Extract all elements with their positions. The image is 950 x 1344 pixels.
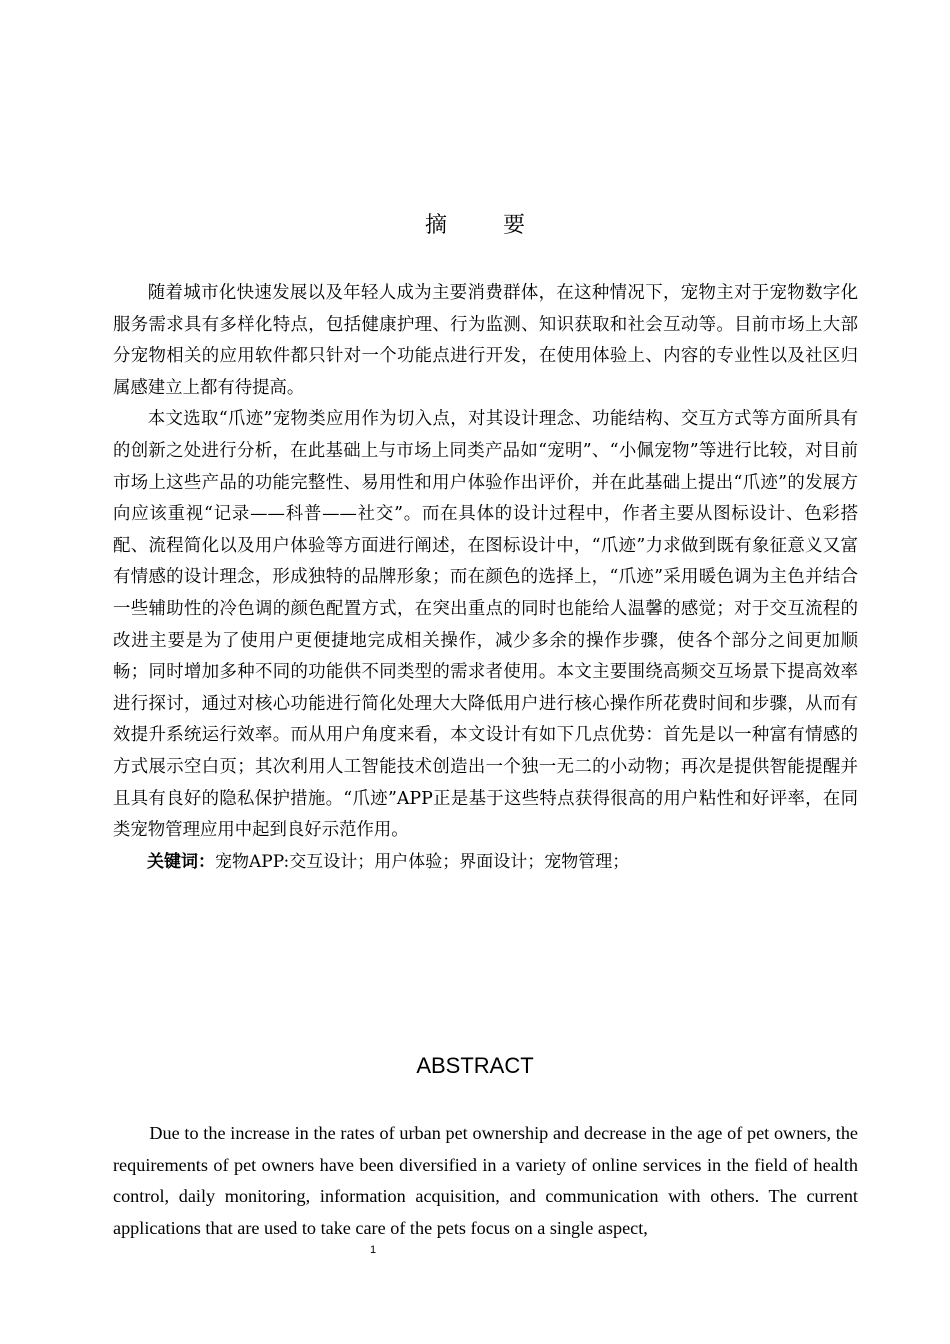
abstract-cn-title <box>0 208 950 239</box>
title-char-2: 要 <box>503 213 526 238</box>
keywords-label: 关键词： <box>147 851 215 872</box>
page-number: 1 <box>370 1244 377 1256</box>
abstract-cn-paragraph-2: 本文选取“爪迹”宠物类应用作为切入点，对其设计理念、功能结构、交互方式等方面所具有的创新之处进行分析，在此基础上与市场上同类产品如“宠明”、“小佩宠物”等进行比较，对目前市场上这些产品的功能完整性、易用性和用户体验作出评价，并在此基础上提出“爪迹”的发展方向应该重视“记录——科普——社交”。而在具体的设计过程中，作者主要从图标设计、色彩搭配、流程简化以及用户体验等方面进行阐述，在图标设计中，“爪迹”力求做到既有象征意义又富有情感的设计理念，形成独特的品牌形象；而在颜色的选择上，“爪迹”采用暖色调为主色并结合一些辅助性的冷色调的颜色配置方式，在突出重点的同时也能给人温馨的感觉；对于交互流程的改进主要是为了使用户更便捷地完成相关操作，减少多余的操作步骤，使各个部分之间更加顺畅；同时增加多种不同的功能供不同类型的需求者使用。本文主要围绕高频交互场景下提高效率进行探讨，通过对核心功能进行简化处理大大降低用户进行核心操作所花费时间和步骤，从而有效提升系统运行效率。而从用户角度来看，本文设计有如下几点优势：首先是以一种富有情感的方式展示空白页；其次利用人工智能技术创造出一个独一无二的小动物；再次是提供智能提醒并且具有良好的隐私保护措施。“爪迹”APP正是基于这些特点获得很高的用户粘性和好评率，在同类宠物管理应用中起到良好示范作用。 <box>113 409 858 841</box>
abstract-en-title: ABSTRACT <box>416 1053 534 1078</box>
keywords-text: 宠物APP:交互设计；用户体验；界面设计；宠物管理； <box>215 851 630 872</box>
title-char-1: 摘 <box>424 213 447 238</box>
abstract-en-paragraph: Due to the increase in the rates of urban pet ownership and decrease in the age of pet owners, the requirements of pet owners have been diversified in a variety of online services in the field of health control, daily monitoring, information acquisition, and communication with others. The current applications that are used to take care of the pets focus on a single aspect, <box>113 1123 858 1238</box>
keywords-line <box>113 847 858 879</box>
abstract-cn-body <box>113 278 858 878</box>
abstract-cn-paragraph-1: 随着城市化快速发展以及年轻人成为主要消费群体，在这种情况下，宠物主对于宠物数字化服务需求具有多样化特点，包括健康护理、行为监测、知识获取和社会互动等。目前市场上大部分宠物相关的应用软件都只针对一个功能点进行开发，在使用体验上、内容的专业性以及社区归属感建立上都有待提高。 <box>113 283 858 398</box>
